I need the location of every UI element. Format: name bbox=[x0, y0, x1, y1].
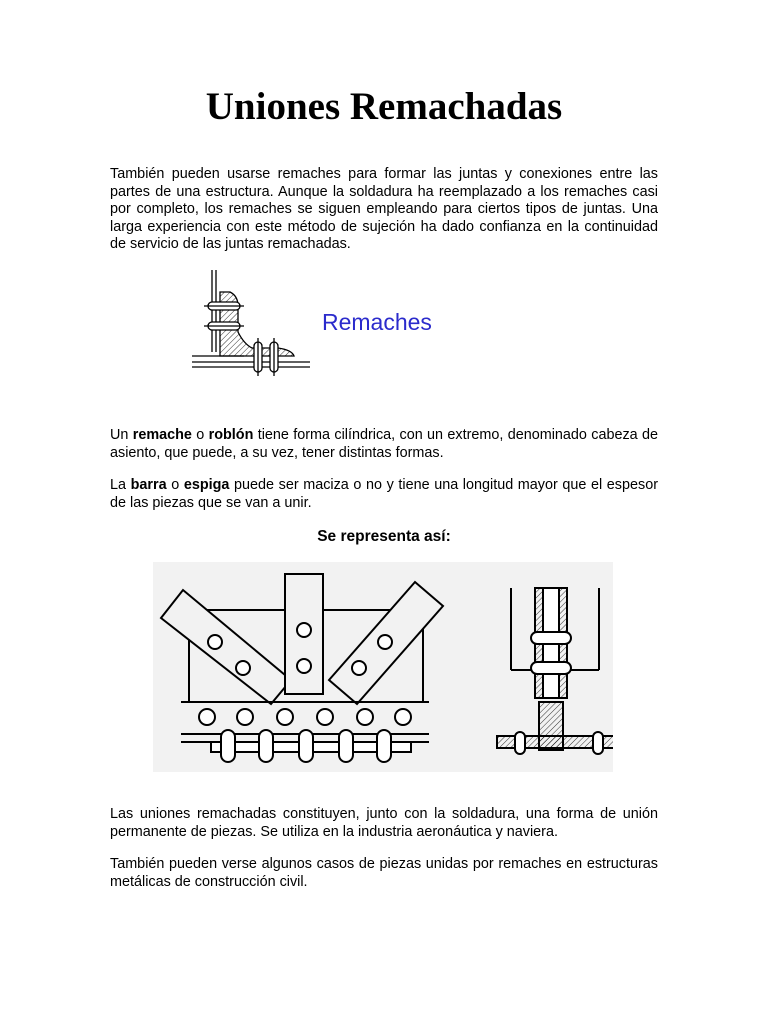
definition-paragraph: Un remache o roblón tiene forma cilíndrica, con un extremo, denominado cabeza de asiento, que puede, a su vez, tener distintas formas. bbox=[110, 427, 658, 461]
page-title: Uniones Remachadas bbox=[205, 85, 563, 128]
intro-paragraph: También pueden usarse remaches para formar las juntas y conexiones entre las partes de una estructura. Aunque la soldadura ha reemplazado a los remaches casi por completo, los remaches se siguen empleando para ciertos tipos de juntas. Una larga experiencia con este método de sujeción ha dado confianza en la continuidad de servicio de las juntas remachadas. bbox=[110, 166, 658, 252]
figure-subheading: Se representa así: bbox=[317, 528, 451, 545]
rivet-joint-illustration bbox=[186, 268, 316, 378]
riveted-structure-drawing bbox=[153, 562, 613, 772]
examples-paragraph: También pueden verse algunos casos de piezas unidas por remaches en estructuras metálicas de construcción civil. bbox=[110, 856, 658, 890]
term-roblon: roblón bbox=[208, 427, 254, 443]
shaft-paragraph: La barra o espiga puede ser maciza o no y tiene una longitud mayor que el espesor de las piezas que se van a unir. bbox=[110, 477, 658, 511]
remaches-label: Remaches bbox=[322, 309, 432, 335]
term-espiga: espiga bbox=[183, 477, 230, 493]
uses-paragraph: Las uniones remachadas constituyen, junto con la soldadura, una forma de unión permanente de piezas. Se utiliza en la industria aeronáutica y naviera. bbox=[110, 806, 658, 840]
term-remache: remache bbox=[132, 427, 192, 443]
term-barra: barra bbox=[130, 477, 167, 493]
